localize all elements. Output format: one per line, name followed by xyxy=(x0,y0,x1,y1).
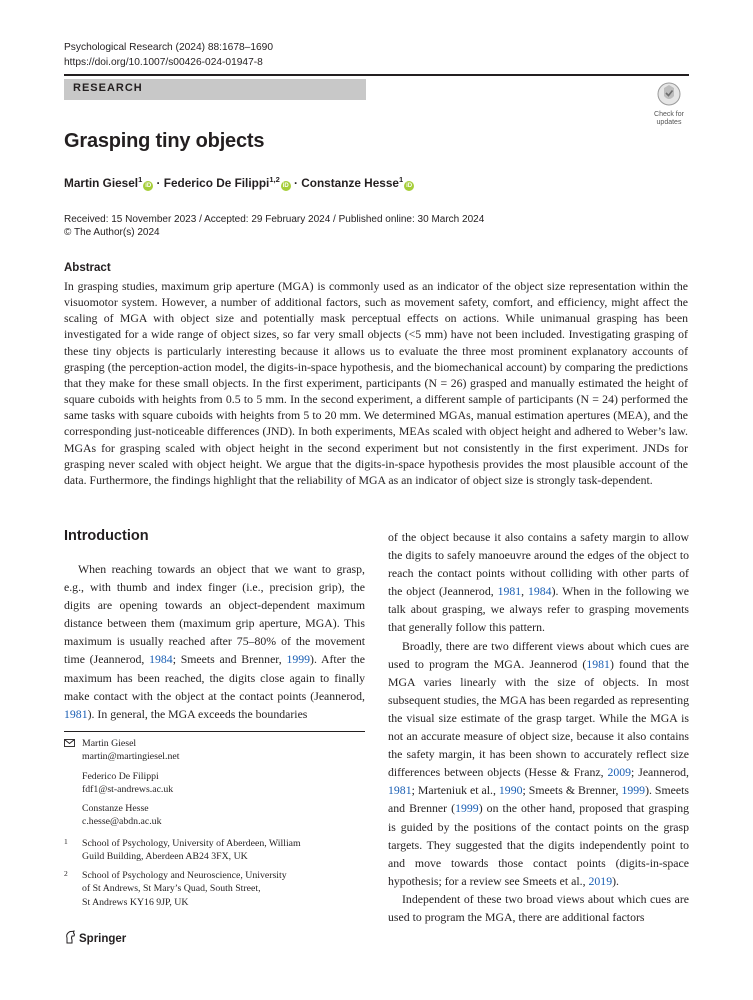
contact-entry xyxy=(82,770,365,797)
citation-link[interactable]: 1981 xyxy=(586,656,610,671)
contact-name: Martin Giesel xyxy=(82,738,137,749)
springer-horse-icon xyxy=(64,930,76,944)
paragraph: of the object because it also contains a safety margin to allow the digits to safely manoeuvre around the edges of the object to reach the contact points without colliding with other parts of the object (Jeannerod, 1981, 1984). When in the following we talk about grasping, we always refer to grasping movements that generally follow this pattern. xyxy=(388,530,689,635)
publisher-name: Springer xyxy=(79,933,127,945)
check-for-updates-badge[interactable] xyxy=(650,82,688,126)
orcid-icon[interactable]: iD xyxy=(282,182,289,189)
citation-link[interactable]: 1984 xyxy=(149,652,173,667)
journal-citation xyxy=(64,40,273,70)
affiliation-number: 2 xyxy=(64,869,68,878)
left-column xyxy=(64,560,365,723)
citation-link[interactable]: 1981 xyxy=(64,706,88,721)
citation-link[interactable]: 1999 xyxy=(621,783,646,798)
citation-link[interactable]: 1981 xyxy=(497,584,522,599)
paragraph: When reaching towards an object that we want to grasp, e.g., with thumb and index finger (i.e., precision grip), the digits are opening towards an object-dependent maximum distance between them (maximum grip aperture, MGA). This maximum is usually reached after 75–80% of the movement time (Jeannerod, 1984; Smeets and Brenner, 1999). After the maximum has been reached, the digits close again to finally make contact with the object at the contact points (Jeannerod, 1981). In general, the MGA exceeds the boundaries xyxy=(64,562,365,721)
contact-email[interactable]: c.hesse@abdn.ac.uk xyxy=(82,816,162,828)
introduction-heading: Introduction xyxy=(64,528,149,544)
author-name[interactable]: Constanze Hesse xyxy=(301,175,399,190)
abstract-text: In grasping studies, maximum grip aperture (MGA) is commonly used as an indicator of the object size representation within the visuomotor system. However, a number of additional factors, such as movement safety, comfort, and efficiency, might affect the scaling of MGA with object size and potentially mask perceptual effects on actions. While unimanual grasping has been investigated for a wide range of object sizes, so far very small objects (<5 mm) have not been included. Investigating grasping of these tiny objects is particularly interesting because it allows us to evaluate the three most prominent explanatory accounts of grasping (the perception-action model, the digits-in-space hypothesis, and the biomechanical account) by comparing the predictions that they make for these small objects. In the first experiment, participants (N = 26) grasped and manually estimated the height of square cuboids with heights from 0.5 to 5 mm. In the second experiment, a different sample of participants (N = 24) performed the same tasks with square cuboids with heights from 5 to 20 mm. We determined MGAs, manual estimation apertures (MEA), and the corresponding just-noticeable differences (JND). In both experiments, MEAs scaled with object height and adhered to Weber’s law. MGAs for grasping scaled with object height in the second experiment but not consistently in the first experiment. JNDs for grasping never scaled with object height. We argue that the digits-in-space hypothesis provides the most plausible account of the data. Furthermore, the findings highlight that the reliability of MGA as an indicator of object size is strongly task-dependent. xyxy=(64,279,688,487)
affiliation-2 xyxy=(64,869,365,909)
check-updates-line1: Check for xyxy=(654,111,684,118)
contact-name: Constanze Hesse xyxy=(82,803,149,815)
doi-link[interactable]: https://doi.org/10.1007/s00426-024-01947-8 xyxy=(64,57,263,68)
citation-link[interactable]: 2009 xyxy=(607,765,632,780)
affiliation-line: of St Andrews, St Mary’s Quad, South Street, xyxy=(82,883,261,895)
author-separator: · xyxy=(156,175,164,190)
citation-link[interactable]: 1999 xyxy=(286,652,311,667)
paragraph: Independent of these two broad views about which cues are used to program the MGA, there are additional factors xyxy=(388,891,689,924)
section-label-bar xyxy=(64,79,366,100)
affiliation-text xyxy=(82,869,365,909)
publisher-logo xyxy=(64,930,126,945)
citation-link[interactable]: 1990 xyxy=(498,783,523,798)
envelope-icon xyxy=(64,739,75,747)
header-rule xyxy=(64,74,689,76)
abstract-heading: Abstract xyxy=(64,262,111,274)
affiliation-number: 1 xyxy=(64,837,68,846)
journal-line: Psychological Research (2024) 88:1678–1690 xyxy=(64,42,273,53)
citation-link[interactable]: 1984 xyxy=(527,584,552,599)
citation-link[interactable]: 2019 xyxy=(588,873,613,888)
author-name[interactable]: Martin Giesel xyxy=(64,175,139,190)
contact-email[interactable]: fdf1@st-andrews.ac.uk xyxy=(82,783,174,795)
affiliation-line: School of Psychology and Neuroscience, University xyxy=(82,870,287,881)
contact-entry xyxy=(82,802,365,829)
affiliation-line: School of Psychology, University of Aberdeen, William xyxy=(82,838,301,849)
contact-entry xyxy=(82,737,365,764)
author-name[interactable]: Federico De Filippi xyxy=(163,175,270,190)
check-for-updates-icon xyxy=(657,82,681,106)
orcid-icon[interactable]: iD xyxy=(406,182,413,189)
paper-title: Grasping tiny objects xyxy=(64,130,265,152)
author-affil: 1 xyxy=(138,175,143,184)
affiliation-1 xyxy=(64,837,365,864)
dates-line: Received: 15 November 2023 / Accepted: 29 February 2024 / Published online: 30 March 2024 xyxy=(64,214,485,225)
author-affil: 1,2 xyxy=(269,175,280,184)
citation-link[interactable]: 1999 xyxy=(455,801,479,816)
section-label: RESEARCH xyxy=(73,82,143,94)
citation-link[interactable]: 1981 xyxy=(388,783,412,798)
contact-name: Federico De Filippi xyxy=(82,770,159,782)
corresponding-contacts xyxy=(64,737,365,835)
publication-dates xyxy=(64,214,484,239)
orcid-icon[interactable]: iD xyxy=(145,182,152,189)
contact-email[interactable]: martin@martingiesel.net xyxy=(82,751,180,763)
author-list xyxy=(64,175,414,191)
author-separator: · xyxy=(294,175,302,190)
affiliation-line: Guild Building, Aberdeen AB24 3FX, UK xyxy=(82,851,248,863)
affiliation-text xyxy=(82,837,365,864)
author-affil: 1 xyxy=(398,175,404,184)
right-column xyxy=(388,528,689,926)
paragraph: Broadly, there are two different views about which cues are used to program the MGA. Jeannerod (1981) found that the MGA varies linearly with the size of objects. In most subsequent studies, the MGA has been regarded as representing the visual size estimate of the grasp target. While the MGA is not an accurate measure of object size, because it also contains the safety margin, it has been shown to accurately reflect size differences between objects (Hesse & Franz, 2009; Jeannerod, 1981; Marteniuk et al., 1990; Smeets & Brenner, 1999). Smeets and Brenner (1999) on the other hand, proposed that grasping is guided by the positions of the contact points on the grasp targets. They suggested that the digits independently point to and move towards those contact points (digits-in-space hypothesis; for a review see Smeets et al., 2019). xyxy=(388,638,690,888)
check-updates-line2: updates xyxy=(656,118,682,126)
copyright-line: © The Author(s) 2024 xyxy=(64,226,160,238)
affiliation-line: St Andrews KY16 9JP, UK xyxy=(82,896,189,908)
footnote-rule xyxy=(64,731,365,732)
